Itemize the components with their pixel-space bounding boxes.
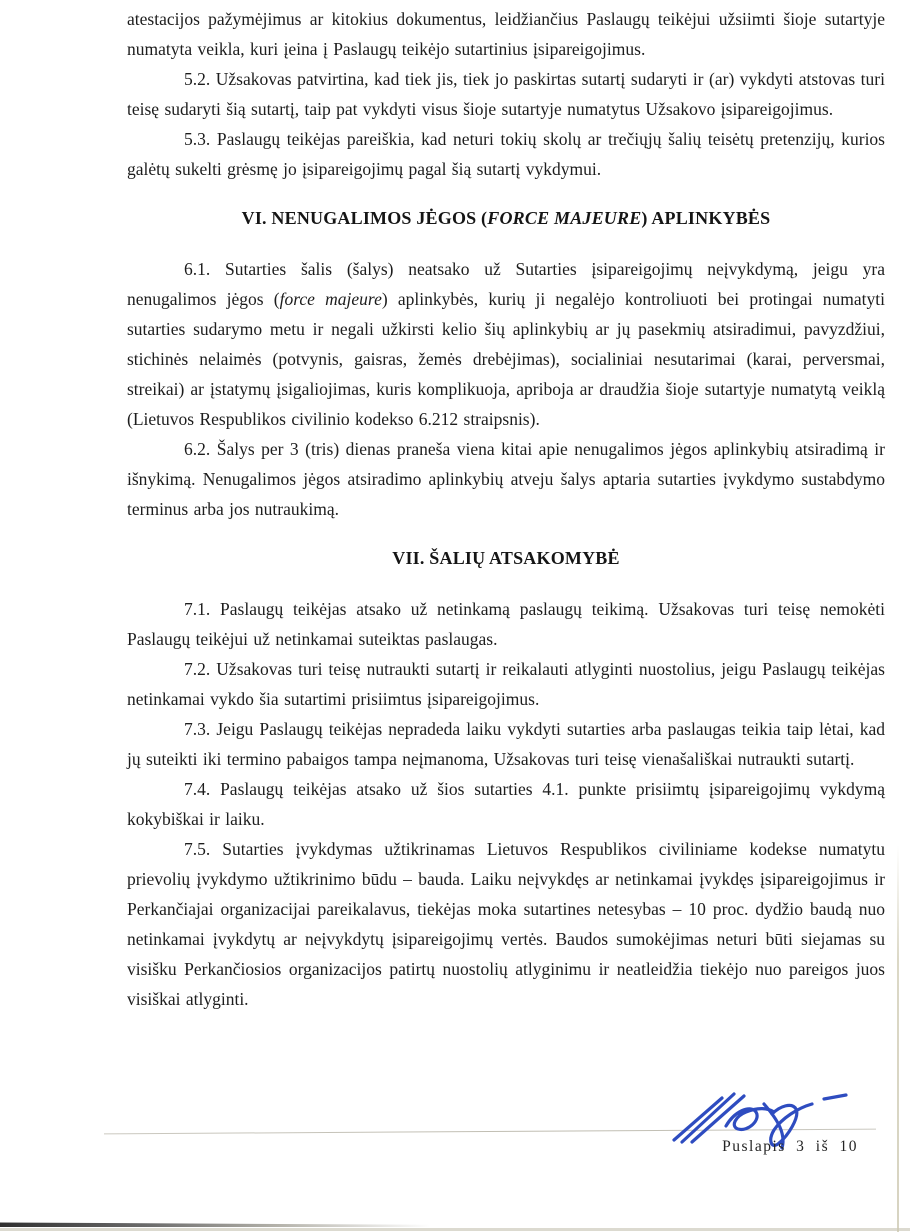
text-segment: 7.5. Sutarties įvykdymas užtikrinamas Lietuvos Respublikos civiliniame kodekse numatytu prievolių įvykdymo užtikrinimo būdu – bauda. Laiku neįvykdęs ar netinkamai įvykdęs įsipareigojimus ir Perkančiajai organizacijai pareikalavus, tiekėjas moka sutartines netesybas – 10 proc. dydžio baudą nuo netinkamai įvykdytų ar neįvykdytų įsipareigojimų vertės. Baudos sumokėjimas neturi būti siejamas su visišku Perkančiosios organizacijos patirtų nuostolių atlyginimu ir neatleidžia tiekėjo nuo pareigos juos visiškai atlyginti. <box>127 839 885 1009</box>
paragraph <box>127 834 885 1014</box>
document-body <box>127 4 885 1014</box>
paragraph <box>127 4 885 64</box>
text-segment: 6.1. Sutarties šalis (šalys) neatsako už Sutarties įsipareigojimų neįvykdymą, jeigu yra nenugalimos jėgos ( <box>127 259 885 309</box>
text-segment: VII. ŠALIŲ ATSAKOMYBĖ <box>392 548 620 568</box>
paragraph <box>127 434 885 524</box>
italic-text-segment: FORCE MAJEURE <box>487 208 642 228</box>
text-segment: 5.2. Užsakovas patvirtina, kad tiek jis, tiek jo paskirtas sutartį sudaryti ir (ar) vykdyti atstovas turi teisę sudaryti šią sutartį, taip pat vykdyti visus šioje sutartyje numatytus Užsakovo įsipareigojimus. <box>127 69 885 119</box>
italic-text-segment: force majeure <box>279 289 382 309</box>
paragraph <box>127 774 885 834</box>
scan-edge-artifact <box>0 1222 430 1227</box>
text-segment: 7.1. Paslaugų teikėjas atsako už netinkamą paslaugų teikimą. Užsakovas turi teisę nemokėti Paslaugų teikėjui už netinkamai suteiktas paslaugas. <box>127 599 885 649</box>
page-bottom-edge <box>0 1228 910 1231</box>
text-segment: atestacijos pažymėjimus ar kitokius dokumentus, leidžiančius Paslaugų teikėjui užsiimti šioje sutartyje numatyta veikla, kuri įeina į Paslaugų teikėjo sutartinius įsipareigojimus. <box>127 9 885 59</box>
page-number: Puslapis 3 iš 10 <box>722 1138 858 1155</box>
paragraph <box>127 594 885 654</box>
text-segment: 6.2. Šalys per 3 (tris) dienas praneša viena kitai apie nenugalimos jėgos aplinkybių atsiradimą ir išnykimą. Nenugalimos jėgos atsiradimo aplinkybių atveju šalys aptaria sutarties įvykdymo sustabdymo terminus arba jos nutraukimą. <box>127 439 885 519</box>
text-segment: ) aplinkybės, kurių ji negalėjo kontroliuoti bei protingai numatyti sutarties sudarymo metu ir negali užkirsti kelio šių aplinkybių ar jų pasekmių atsiradimui, pavyzdžiui, stichinės nelaimės (potvynis, gaisras, žemės drebėjimas), socialiniai nesutarimai (karai, perversmai, streikai) ar įstatymų įsigaliojimas, kuris komplikuoja, apriboja ar draudžia šioje sutartyje numatytą veiklą (Lietuvos Respublikos civilinio kodekso 6.212 straipsnis). <box>127 289 885 429</box>
paragraph <box>127 714 885 774</box>
section-heading <box>127 203 885 233</box>
text-segment: 5.3. Paslaugų teikėjas pareiškia, kad neturi tokių skolų ar trečiųjų šalių teisėtų pretenzijų, kurios galėtų sukelti grėsmę jo įsipareigojimų pagal šią sutartį vykdymui. <box>127 129 885 179</box>
text-segment: 7.2. Užsakovas turi teisę nutraukti sutartį ir reikalauti atlyginti nuostolius, jeigu Paslaugų teikėjas netinkamai vykdo šia sutartimi prisiimtus įsipareigojimus. <box>127 659 885 709</box>
text-segment: VI. NENUGALIMOS JĖGOS ( <box>241 208 488 228</box>
section-heading <box>127 543 885 573</box>
paragraph <box>127 124 885 184</box>
text-segment: 7.4. Paslaugų teikėjas atsako už šios sutarties 4.1. punkte prisiimtų įsipareigojimų vykdymą kokybiškai ir laiku. <box>127 779 885 829</box>
paragraph <box>127 654 885 714</box>
page-right-edge <box>897 845 899 1232</box>
paragraph <box>127 254 885 434</box>
text-segment: 7.3. Jeigu Paslaugų teikėjas nepradeda laiku vykdyti sutarties arba paslaugas teikia taip lėtai, kad jų suteikti iki termino pabaigos tampa neįmanoma, Užsakovas turi teisę vienašališkai nutraukti sutartį. <box>127 719 885 769</box>
text-segment: ) APLINKYBĖS <box>641 208 771 228</box>
paragraph <box>127 64 885 124</box>
